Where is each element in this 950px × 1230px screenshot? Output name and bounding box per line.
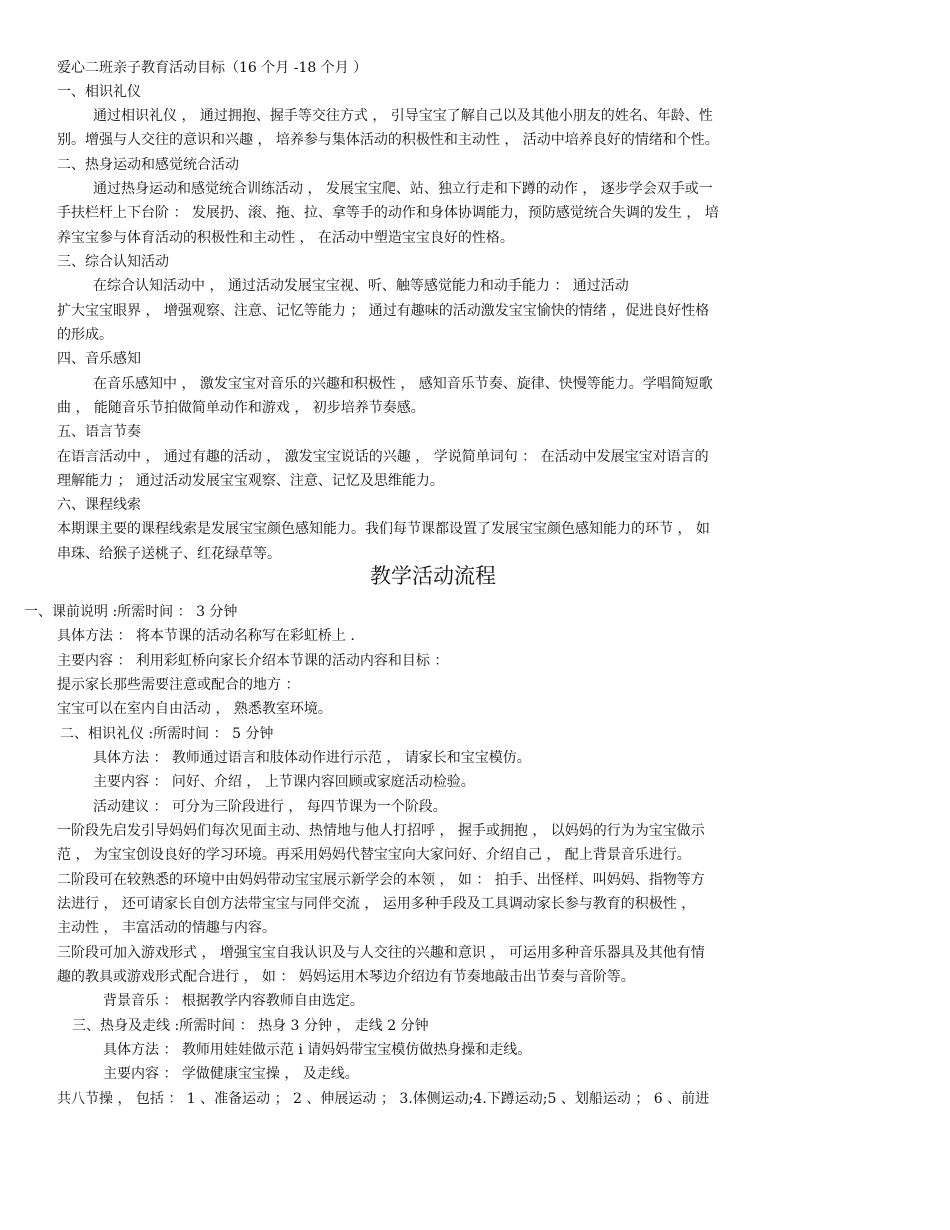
section-heading: 一、相识礼仪	[57, 84, 141, 100]
section-heading: 三、综合认知活动	[57, 254, 169, 270]
flow-heading: 一、课前说明 :所需时间 ： 3 分钟	[24, 604, 238, 620]
flow-heading: 三、热身及走线 :所需时间 ： 热身 3 分钟 ， 走线 2 分钟	[72, 1018, 429, 1034]
paragraph-line: 通过热身运动和感觉统合训练活动 ， 发展宝宝爬、站、独立行走和下蹲的动作 ， 逐步学会双手或一	[93, 181, 713, 197]
paragraph-line: 理解能力 ； 通过活动发展宝宝观察、注意、记忆及思维能力。	[57, 473, 444, 489]
flow-line: 背景音乐 ： 根据教学内容教师自由选定。	[103, 993, 364, 1009]
flow-line: 具体方法 ： 教师通过语言和肢体动作进行示范 ， 请家长和宝宝模仿。	[93, 750, 531, 766]
paragraph-line: 手扶栏杆上下台阶 ： 发展扔、滚、拖、拉、拿等手的动作和身体协调能力，预防感觉统合失调的发生 ， 培	[57, 205, 719, 221]
paragraph-line: 在语言活动中 ， 通过有趣的活动 ， 激发宝宝说话的兴趣 ， 学说简单词句 ： 在活动中发展宝宝对语言的	[57, 449, 709, 465]
flow-heading: 二、相识礼仪 :所需时间 ： 5 分钟	[60, 726, 274, 742]
flow-line: 共八节操 ， 包括 ： 1 、准备运动 ； 2 、伸展运动 ； 3.体侧运动;4.下蹲运动;5 、划船运动 ； 6 、前进	[57, 1091, 710, 1107]
flow-line: 法进行 ， 还可请家长自创方法带宝宝与同伴交流 ， 运用多种手段及工具调动家长参与教育的积极性 ，	[57, 896, 696, 912]
flow-title: 教学活动流程	[370, 564, 496, 588]
paragraph-line: 扩大宝宝眼界 ， 增强观察、注意、记忆等能力 ； 通过有趣味的活动激发宝宝愉快的情绪 ，促进良好性格	[57, 303, 710, 319]
flow-line: 宝宝可以在室内自由活动 ， 熟悉教室环境。	[57, 701, 332, 717]
flow-line: 范 ， 为宝宝创设良好的学习环境。再采用妈妈代替宝宝向大家问好、介绍自己 ， 配上背景音乐进行。	[57, 847, 691, 863]
flow-line: 二阶段可在较熟悉的环境中由妈妈带动宝宝展示新学会的本领 ， 如 ： 拍手、出怪样、叫妈妈、指物等方	[57, 872, 705, 888]
paragraph-line: 在音乐感知中 ， 激发宝宝对音乐的兴趣和积极性 ， 感知音乐节奏、旋律、快慢等能力。学唱简短歌	[93, 376, 713, 392]
flow-line: 主要内容 ： 学做健康宝宝操 ， 及走线。	[103, 1066, 359, 1082]
section-heading: 五、语言节奏	[57, 424, 141, 440]
paragraph-line: 曲 ， 能随音乐节拍做简单动作和游戏 ， 初步培养节奏感。	[57, 400, 425, 416]
flow-line: 趣的教具或游戏形式配合进行 ， 如 ： 妈妈运用木琴边介绍边有节奏地敲击出节奏与音阶等。	[57, 969, 635, 985]
flow-line: 活动建议 ： 可分为三阶段进行 ， 每四节课为一个阶段。	[93, 799, 447, 815]
flow-line: 主要内容 ： 利用彩虹桥向家长介绍本节课的活动内容和目标 ：	[57, 653, 449, 669]
paragraph-line: 在综合认知活动中 ， 通过活动发展宝宝视、听、触等感觉能力和动手能力 ： 通过活动	[93, 278, 629, 294]
paragraph-line: 通过相识礼仪 ， 通过拥抱、握手等交往方式 ， 引导宝宝了解自己以及其他小朋友的姓名、年龄、性	[93, 108, 713, 124]
flow-line: 具体方法 ： 将本节课的活动名称写在彩虹桥上 .	[57, 628, 355, 644]
flow-line: 主要内容 ： 问好、介绍 ， 上节课内容回顾或家庭活动检验。	[93, 774, 475, 790]
flow-line: 一阶段先启发引导妈妈们每次见面主动、热情地与他人打招呼 ， 握手或拥抱 ， 以妈妈的行为为宝宝做示	[57, 823, 705, 839]
flow-line: 主动性 ， 丰富活动的情趣与内容。	[57, 920, 276, 936]
section-heading: 四、音乐感知	[57, 351, 141, 367]
flow-line: 具体方法 ： 教师用娃娃做示范 i 请妈妈带宝宝模仿做热身操和走线。	[103, 1042, 532, 1058]
flow-line: 提示家长那些需要注意或配合的地方 ：	[57, 677, 300, 693]
flow-line: 三阶段可加入游戏形式 ， 增强宝宝自我认识及与人交往的兴趣和意识 ， 可运用多种音乐器具及其他有情	[57, 945, 705, 961]
paragraph-line: 本期课主要的课程线索是发展宝宝颜色感知能力。我们每节课都设置了发展宝宝颜色感知能力的环节 ， 如	[57, 521, 710, 537]
paragraph-line: 别。增强与人交往的意识和兴趣 ， 培养参与集体活动的积极性和主动性 ， 活动中培养良好的情绪和个性。	[57, 132, 719, 148]
paragraph-line: 的形成。	[57, 327, 113, 343]
paragraph-line: 养宝宝参与体育活动的积极性和主动性 ， 在活动中塑造宝宝良好的性格。	[57, 230, 514, 246]
goals-heading: 爱心二班亲子教育活动目标（16 个月 -18 个月 ）	[57, 60, 368, 76]
section-heading: 二、热身运动和感觉统合活动	[57, 157, 239, 173]
section-heading: 六、课程线索	[57, 497, 141, 513]
paragraph-line: 串珠、给猴子送桃子、红花绿草等。	[57, 546, 281, 562]
